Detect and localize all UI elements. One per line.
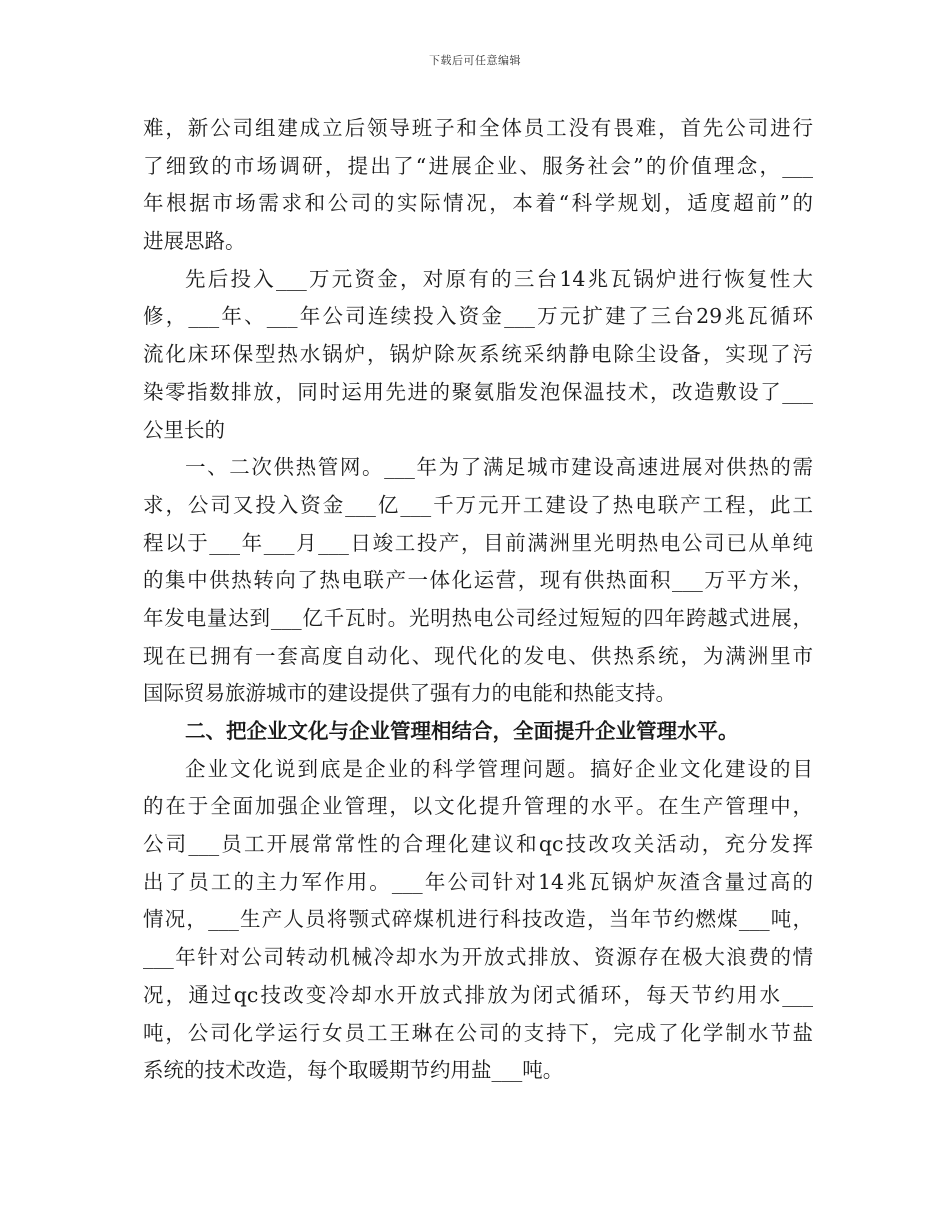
text-line: 一、二次供热管网。___年为了满足城市建设高速进展对供热的需	[185, 455, 813, 480]
text-line: 况，通过qc技改变冷却水开放式排放为闭式循环，每天节约用水___	[143, 982, 813, 1007]
page-header: 下载后可任意编辑	[429, 54, 521, 67]
text-line: 的在于全面加强企业管理，以文化提升管理的水平。在生产管理中，	[143, 794, 813, 819]
text-line: 难，新公司组建成立后领导班子和全体员工没有畏难，首先公司进行	[143, 116, 813, 140]
text-line: 吨，公司化学运行女员工王琳在公司的支持下，完成了化学制水节盐	[143, 1020, 813, 1045]
text-line: 程以于___年___月___日竣工投产，目前满洲里光明热电公司已从单纯	[143, 530, 813, 555]
text-line: 修，___年、___年公司连续投入资金___万元扩建了三台29兆瓦循环	[143, 304, 813, 329]
text-line: 了细致的市场调研，提出了“进展企业、服务社会”的价值理念，___	[143, 153, 813, 178]
text-line: 的集中供热转向了热电联产一体化运营，现有供热面积___万平方米，	[143, 568, 813, 593]
text-line: 进展思路。	[143, 229, 246, 254]
text-line: 出了员工的主力军作用。___年公司针对14兆瓦锅炉灰渣含量过高的	[143, 869, 813, 894]
text-line: 年发电量达到___亿千瓦时。光明热电公司经过短短的四年跨越式进展，	[143, 605, 813, 630]
text-line: 情况，___生产人员将颚式碎煤机进行科技改造，当年节约燃煤___吨，	[143, 907, 813, 932]
section-heading-line: 二、把企业文化与企业管理相结合，全面提升企业管理水平。	[185, 719, 739, 743]
text-line: 国际贸易旅游城市的建设提供了强有力的电能和热能支持。	[143, 681, 676, 706]
text-line: 求，公司又投入资金___亿___千万元开工建设了热电联产工程，此工	[143, 492, 813, 517]
text-line: 现在已拥有一套高度自动化、现代化的发电、供热系统，为满洲里市	[143, 643, 813, 668]
text-line: ___年针对公司转动机械冷却水为开放式排放、资源存在极大浪费的情	[143, 945, 813, 970]
text-line: 公里长的	[143, 417, 225, 442]
document-body	[143, 110, 813, 1090]
text-line: 染零指数排放，同时运用先进的聚氨脂发泡保温技术，改造敷设了___	[143, 379, 813, 404]
text-line: 企业文化说到底是企业的科学管理问题。搞好企业文化建设的目	[185, 756, 813, 781]
text-line: 公司___员工开展常常性的合理化建议和qc技改攻关活动，充分发挥	[143, 832, 813, 857]
text-line: 流化床环保型热水锅炉，锅炉除灰系统采纳静电除尘设备，实现了污	[143, 342, 813, 367]
text-line: 系统的技术改造，每个取暖期节约用盐___吨。	[143, 1058, 564, 1083]
text-line: 年根据市场需求和公司的实际情况，本着“科学规划，适度超前”的	[143, 191, 813, 216]
text-line: 先后投入___万元资金，对原有的三台14兆瓦锅炉进行恢复性大	[185, 266, 813, 291]
